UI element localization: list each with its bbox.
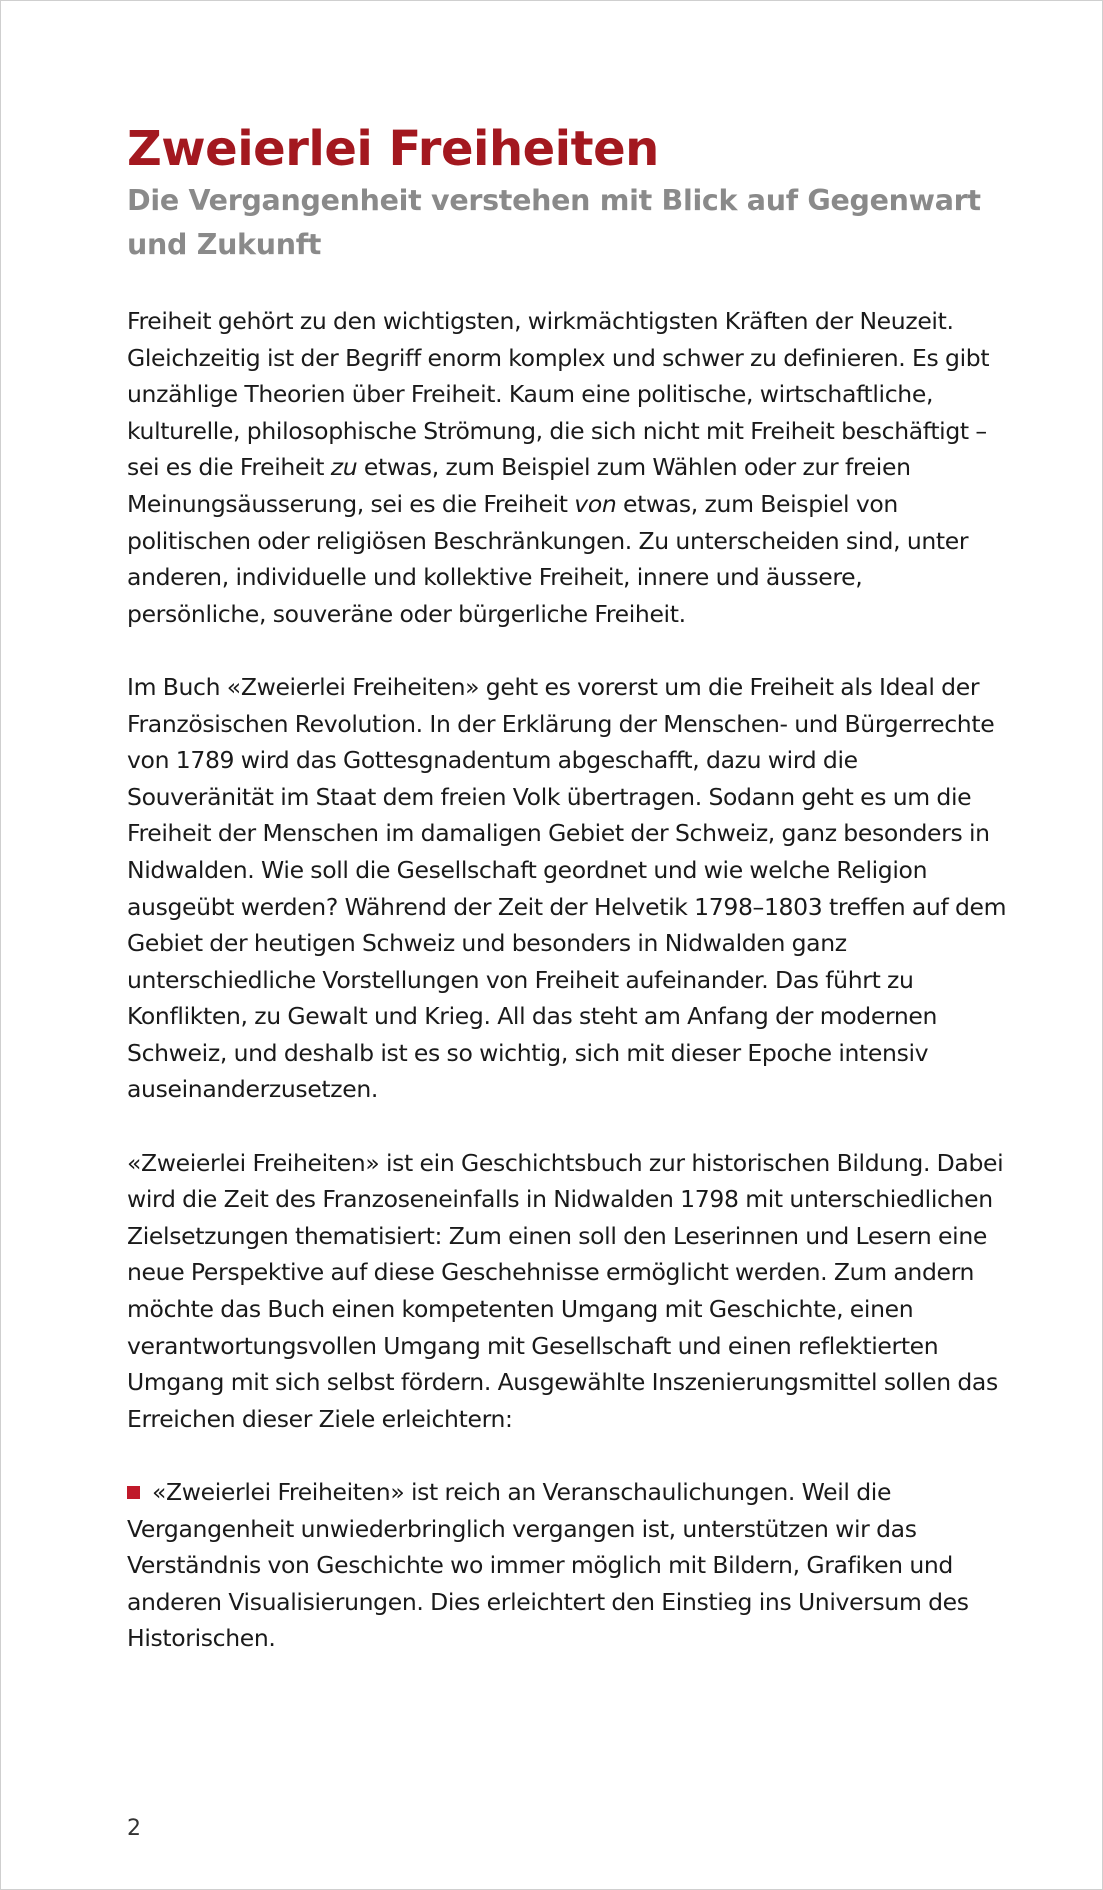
bullet-item-1-text: «Zweierlei Freiheiten» ist reich an Veranschaulichungen. Weil die Vergangenheit unwiederbringlich vergangen ist, unterstützen wir das Verständnis von Geschichte wo immer möglich mit Bildern, Grafiken und anderen Visualisierungen. Dies erleichtert den Einstieg ins Universum des Historischen.: [127, 1478, 969, 1653]
paragraph-1-part-2: etwas, zum Beispiel zum Wählen oder zur freien Meinungsäusserung, sei es die Freiheit: [127, 453, 911, 518]
paragraph-1-emphasis-von: von: [574, 489, 617, 518]
page-number: 2: [127, 1816, 141, 1841]
square-bullet-icon: [127, 1486, 140, 1499]
page-subtitle: Die Vergangenheit verstehen mit Blick auf Gegenwart und Zukunft: [127, 184, 981, 261]
paragraph-1-part-3: etwas, zum Beispiel von politischen oder religiösen Beschränkungen. Zu unterscheiden sind, unter anderen, individuelle und kollektive Freiheit, innere und äussere, persönliche, souveräne oder bürgerliche Freiheit.: [127, 489, 969, 628]
paragraph-3: «Zweierlei Freiheiten» ist ein Geschichtsbuch zur historischen Bildung. Dabei wird die Zeit des Franzoseneinfalls in Nidwalden 1798 mit unterschiedlichen Zielsetzungen thematisiert: Zum einen soll den Leserinnen und Lesern eine neue Perspektive auf diese Geschehnisse ermöglicht werden. Zum andern möchte das Buch einen kompetenten Umgang mit Geschichte, einen verantwortungsvollen Umgang mit Gesellschaft und einen reflektierten Umgang mit sich selbst fördern. Ausgewählte Inszenierungsmittel sollen das Erreichen dieser Ziele erleichtern:: [127, 1148, 1004, 1433]
paragraph-2: Im Buch «Zweierlei Freiheiten» geht es vorerst um die Freiheit als Ideal der Französischen Revolution. In der Erklärung der Menschen- und Bürgerrechte von 1789 wird das Gottesgnadentum abgeschafft, dazu wird die Souveränität im Staat dem freien Volk übertragen. Sodann geht es um die Freiheit der Menschen im damaligen Gebiet der Schweiz, ganz besonders in Nidwalden. Wie soll die Gesellschaft geordnet und wie welche Religion ausgeübt werden? Während der Zeit der Helvetik 1798–1803 treffen auf dem Gebiet der heutigen Schweiz und besonders in Nidwalden ganz unterschiedliche Vorstellungen von Freiheit aufeinander. Das führt zu Konflikten, zu Gewalt und Krieg. All das steht am Anfang der modernen Schweiz, und deshalb ist es so wichtig, sich mit dieser Epoche intensiv auseinanderzusetzen.: [127, 672, 1007, 1104]
page-content: [127, 119, 1007, 1657]
page-title: Zweierlei Freiheiten: [127, 121, 659, 177]
bullet-item-1: [127, 1474, 1007, 1657]
paragraph-1-emphasis-zu: zu: [330, 453, 358, 482]
paragraph-1-part-1: Freiheit gehört zu den wichtigsten, wirkmächtigsten Kräften der Neuzeit. Gleichzeitig ist der Begriff enorm komplex und schwer zu definieren. Es gibt unzählige Theorien über Freiheit. Kaum eine politische, wirtschaftliche, kulturelle, philosophische Strömung, die sich nicht mit Freiheit beschäftigt – sei es die Freiheit: [127, 307, 990, 482]
paragraph-1: [127, 303, 1007, 632]
